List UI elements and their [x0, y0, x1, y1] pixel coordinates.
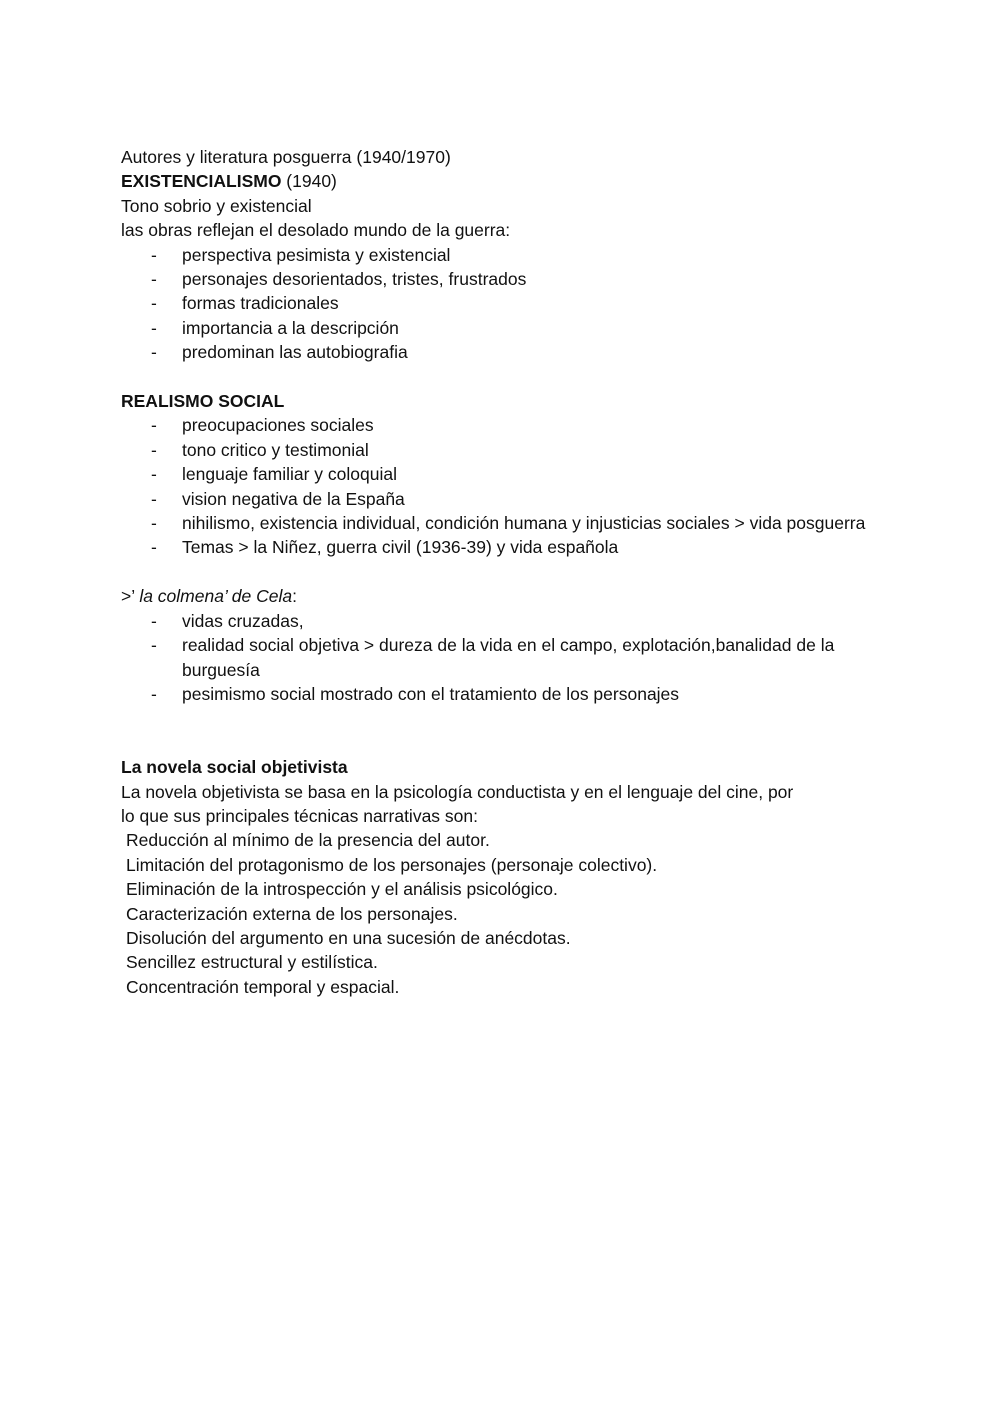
existencialismo-list — [121, 243, 881, 365]
existencialismo-heading: EXISTENCIALISMO — [121, 171, 282, 192]
existencialismo-heading-line — [121, 169, 881, 193]
existencialismo-intro-1: Tono sobrio y existencial — [121, 195, 312, 216]
list-dash: - — [151, 342, 157, 363]
objetivista-heading: La novela social objetivista — [121, 757, 348, 778]
spacer — [121, 706, 881, 755]
list-item — [121, 682, 881, 706]
list-dash: - — [151, 464, 157, 485]
technique-line: Caracterización externa de los personajes. — [126, 903, 458, 924]
colmena-title: la colmena’ de Cela — [139, 586, 293, 607]
list-item-text: importancia a la descripción — [182, 317, 399, 338]
colmena-suffix: : — [292, 586, 297, 607]
list-item — [121, 267, 881, 291]
technique-line: Reducción al mínimo de la presencia del autor. — [126, 830, 490, 851]
objetivista-intro-1: La novela objetivista se basa en la psicología conductista y en el lenguaje del cine, por — [121, 781, 794, 802]
list-dash: - — [151, 513, 157, 534]
document-title: Autores y literatura posguerra (1940/1970) — [121, 147, 451, 167]
list-item — [121, 316, 881, 340]
list-dash: - — [151, 269, 157, 290]
list-item — [121, 340, 881, 364]
list-dash: - — [151, 635, 157, 656]
technique-line: Limitación del protagonismo de los personajes (personaje colectivo). — [126, 854, 658, 875]
list-item-text: perspectiva pesimista y existencial — [182, 244, 451, 265]
colmena-prefix: >’ — [121, 586, 140, 607]
list-item-text: vision negativa de la España — [182, 488, 405, 509]
list-dash: - — [151, 293, 157, 314]
list-item-text: lenguaje familiar y coloquial — [182, 464, 397, 485]
list-item — [121, 609, 881, 633]
list-dash: - — [151, 244, 157, 265]
list-item-text: formas tradicionales — [182, 293, 339, 314]
list-item-text: vidas cruzadas, — [182, 610, 304, 631]
list-item-text: nihilismo, existencia individual, condición humana y injusticias sociales > vida posguerra — [182, 513, 866, 534]
list-item — [121, 291, 881, 315]
list-item-text: Temas > la Niñez, guerra civil (1936-39) y vida española — [182, 537, 619, 558]
list-dash: - — [151, 415, 157, 436]
list-item — [121, 462, 881, 486]
existencialismo-year: (1940) — [281, 171, 337, 192]
list-item — [121, 413, 881, 437]
technique-line: Eliminación de la introspección y el análisis psicológico. — [126, 879, 558, 900]
list-item-text: predominan las autobiografia — [182, 342, 408, 363]
list-dash: - — [151, 537, 157, 558]
technique-line: Disolución del argumento en una sucesión de anécdotas. — [126, 927, 571, 948]
technique-line: Concentración temporal y espacial. — [126, 976, 400, 997]
list-item-text: preocupaciones sociales — [182, 415, 374, 436]
spacer — [121, 560, 881, 584]
list-item — [121, 511, 882, 535]
list-item-text: pesimismo social mostrado con el tratamiento de los personajes — [182, 683, 680, 704]
list-dash: - — [151, 610, 157, 631]
realismo-list — [121, 413, 881, 559]
list-item-text: realidad social objetiva > dureza de la vida en el campo, explotación,banalidad de la burguesía — [182, 635, 835, 680]
list-dash: - — [151, 317, 157, 338]
list-item — [121, 243, 881, 267]
colmena-list — [121, 609, 881, 707]
list-item-text: personajes desorientados, tristes, frustrados — [182, 269, 527, 290]
list-dash: - — [151, 439, 157, 460]
list-dash: - — [151, 683, 157, 704]
list-dash: - — [151, 488, 157, 509]
list-item — [121, 487, 881, 511]
objetivista-intro-2: lo que sus principales técnicas narrativas son: — [121, 805, 478, 826]
list-item — [121, 633, 882, 682]
technique-line: Sencillez estructural y estilística. — [126, 952, 378, 973]
realismo-heading: REALISMO SOCIAL — [121, 391, 285, 412]
spacer — [121, 365, 881, 389]
existencialismo-intro-2: las obras reflejan el desolado mundo de la guerra: — [121, 220, 511, 241]
list-item — [121, 535, 881, 559]
list-item-text: tono critico y testimonial — [182, 439, 369, 460]
colmena-heading — [121, 584, 881, 608]
document-page — [121, 145, 881, 999]
list-item — [121, 438, 881, 462]
